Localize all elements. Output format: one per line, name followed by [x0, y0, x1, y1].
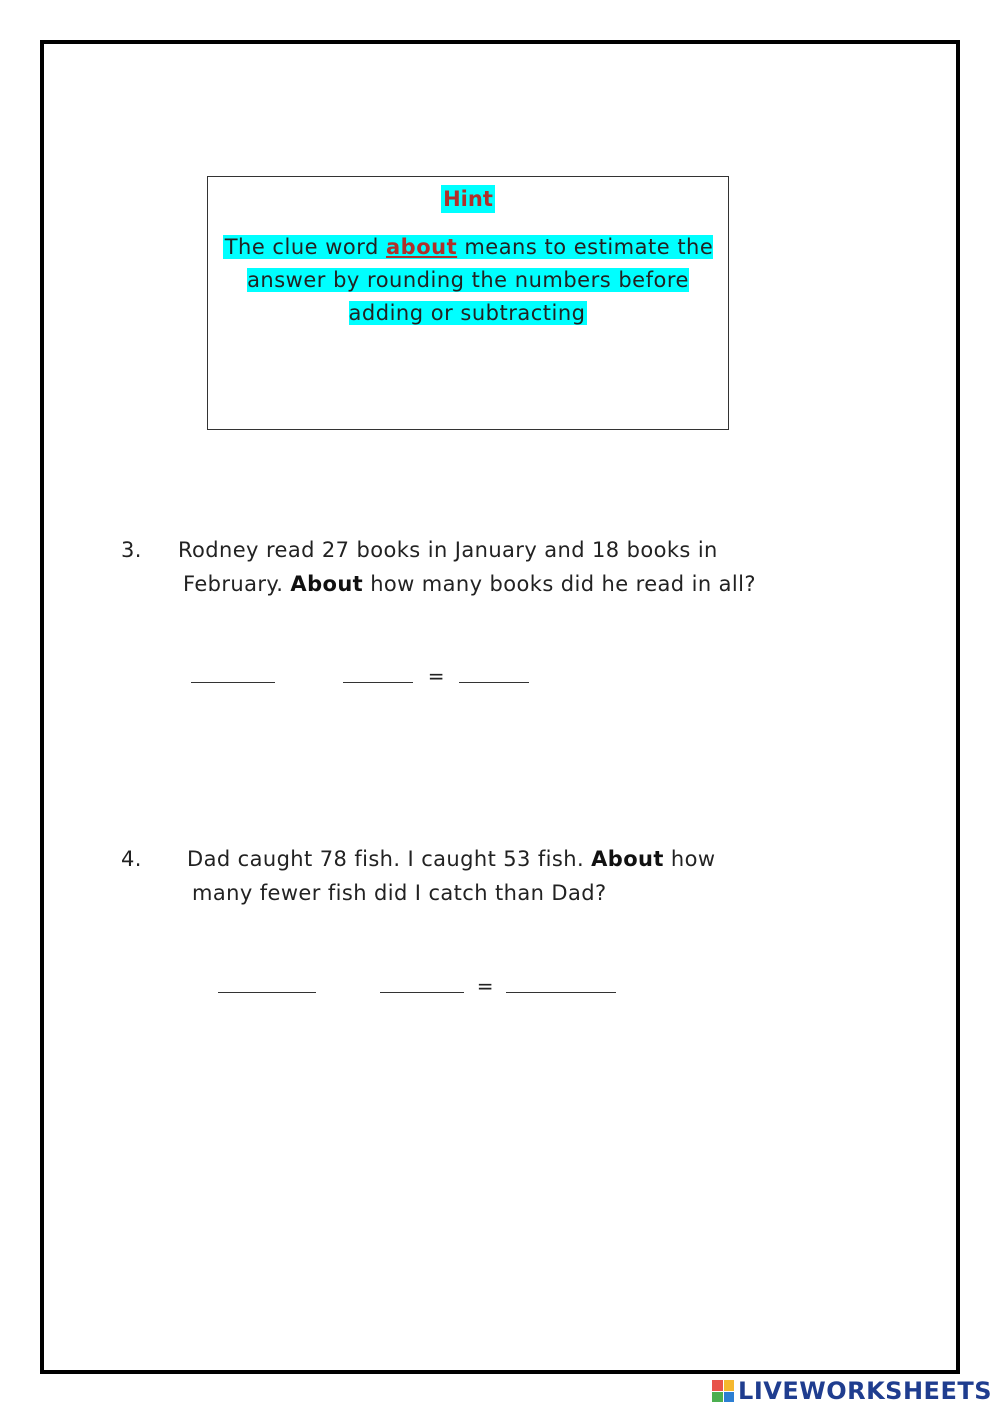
- equals-sign: =: [476, 974, 494, 998]
- question-text-part: how: [663, 847, 716, 871]
- answer-blank-2[interactable]: [343, 664, 413, 683]
- question-number: 4.: [121, 847, 142, 871]
- question-text-part: Dad caught 78 fish. I caught 53 fish.: [187, 847, 592, 871]
- answer-blank-1[interactable]: [191, 664, 275, 683]
- question-number: 3.: [121, 538, 142, 562]
- brand-name: LIVEWORKSHEETS: [738, 1377, 992, 1405]
- question-3: [121, 533, 881, 603]
- hint-highlight: [223, 235, 714, 325]
- hint-title: Hint: [443, 187, 493, 211]
- question-text-line2: [183, 567, 756, 601]
- question-text-part: how many books did he read in all?: [363, 572, 756, 596]
- equals-sign: =: [427, 664, 445, 688]
- question-text-part: February.: [183, 572, 291, 596]
- question-text-line2: many fewer fish did I catch than Dad?: [192, 881, 607, 905]
- liveworksheets-logo[interactable]: [712, 1377, 992, 1405]
- answer-blank-3[interactable]: [506, 974, 616, 993]
- answer-blank-2[interactable]: [380, 974, 464, 993]
- answer-blank-3[interactable]: [459, 664, 529, 683]
- hint-box: [207, 176, 729, 430]
- question-4: [121, 842, 881, 912]
- answer-blank-1[interactable]: [218, 974, 316, 993]
- hint-text-before: The clue word: [224, 235, 387, 259]
- question-about-bold: About: [591, 847, 664, 871]
- hint-text: [218, 231, 718, 330]
- answer-row-4: [218, 974, 616, 998]
- question-text-line1: Rodney read 27 books in January and 18 books in: [178, 538, 718, 562]
- hint-keyword: about: [386, 235, 458, 259]
- question-about-bold: About: [290, 572, 364, 596]
- answer-row-3: [191, 664, 529, 688]
- question-text-line1: [187, 842, 715, 876]
- liveworksheets-logo-icon: [712, 1380, 734, 1402]
- hint-text-after: means to estimate the answer by rounding the numbers before adding or subtracting: [247, 235, 714, 325]
